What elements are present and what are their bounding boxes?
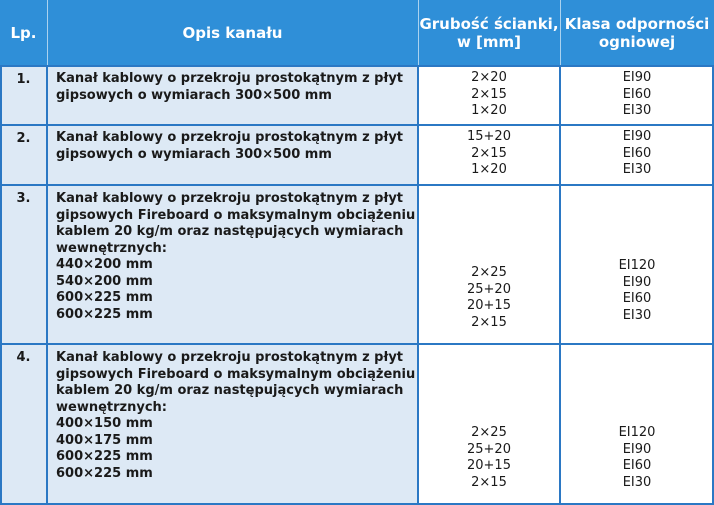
row-3-lp-text: 3. — [16, 191, 31, 206]
row-4-desc-line: Kanał kablowy o przekroju prostokątnym z płyt — [56, 350, 404, 365]
header-grubosc — [418, 0, 560, 66]
header-divider — [47, 0, 48, 66]
row-4-dimension: 600×225 mm — [56, 465, 153, 481]
row-1-klasa-value: EI30 — [622, 103, 652, 118]
header-opis-label: Opis kanału — [182, 24, 283, 42]
header-grubosc-label-2: w [mm] — [456, 33, 522, 51]
row-3-dimension: 540×200 mm — [56, 273, 153, 289]
row-4-klasa-value: EI90 — [622, 441, 652, 457]
row-3-desc-line: wewnętrznych: — [56, 240, 167, 256]
row-1-grubosc-value: 2×15 — [471, 86, 507, 102]
header-lp — [0, 0, 47, 66]
row-1-desc-line: gipsowych o wymiarach 300×500 mm — [56, 87, 332, 103]
header-klasa-label-1: Klasa odporności — [564, 15, 710, 33]
header-lp-label: Lp. — [10, 24, 37, 42]
column-border — [417, 66, 419, 505]
row-1-grubosc — [418, 66, 560, 125]
row-3-klasa — [560, 185, 714, 344]
row-1-klasa — [560, 66, 714, 125]
row-2-lp — [0, 125, 47, 185]
row-1-grubosc-value: 1×20 — [471, 103, 507, 118]
row-1-desc — [47, 66, 418, 125]
row-4-grubosc-value: 20+15 — [467, 458, 511, 473]
row-2-desc-line: Kanał kablowy o przekroju prostokątnym z płyt — [56, 130, 404, 145]
row-2-grubosc-value: 2×15 — [471, 145, 507, 161]
row-2-desc-line: gipsowych o wymiarach 300×500 mm — [56, 146, 332, 162]
row-3-desc-line: gipsowych Fireboard o maksymalnym obciążeniu — [56, 207, 416, 223]
row-4-dimension: 400×175 mm — [56, 432, 153, 448]
row-4-klasa — [560, 344, 714, 503]
row-4-klasa-value: EI30 — [622, 474, 652, 490]
row-4-desc-line: kablem 20 kg/m oraz następujących wymiarach — [56, 383, 404, 398]
row-2-desc — [47, 125, 418, 185]
row-1-klasa-value: EI90 — [622, 70, 652, 85]
row-4-grubosc-value: 2×15 — [471, 474, 507, 490]
row-4-lp-text: 4. — [16, 350, 31, 365]
row-border — [0, 124, 714, 126]
row-4-dimension: 600×225 mm — [56, 449, 153, 464]
header-klasa-label-2: ogniowej — [598, 33, 676, 51]
row-3-lp — [0, 185, 47, 344]
row-1-lp — [0, 66, 47, 125]
row-4-grubosc-value: 25+20 — [467, 441, 511, 457]
row-1-desc-line: Kanał kablowy o przekroju prostokątnym z płyt — [56, 71, 404, 86]
row-2-grubosc — [418, 125, 560, 185]
row-2-grubosc-value: 15+20 — [467, 129, 511, 144]
row-4-grubosc — [418, 344, 560, 503]
row-4-grubosc-value: 2×25 — [471, 425, 507, 440]
row-3-grubosc-value: 20+15 — [467, 298, 511, 313]
row-1-lp-text: 1. — [16, 72, 31, 87]
row-4-lp — [0, 344, 47, 503]
row-3-desc-line: Kanał kablowy o przekroju prostokątnym z płyt — [56, 191, 404, 206]
row-2-grubosc-value: 1×20 — [471, 162, 507, 177]
row-3-dimension: 600×225 mm — [56, 290, 153, 305]
row-4-desc — [47, 344, 418, 503]
row-3-grubosc — [418, 185, 560, 344]
row-3-grubosc-value: 2×15 — [471, 314, 507, 330]
row-3-grubosc-value: 25+20 — [467, 281, 511, 297]
row-2-klasa-value: EI30 — [622, 162, 652, 177]
row-3-desc — [47, 185, 418, 344]
row-1-klasa-value: EI60 — [622, 86, 652, 102]
row-3-klasa-value: EI60 — [622, 291, 652, 306]
row-4-desc-line: gipsowych Fireboard o maksymalnym obciążeniu — [56, 366, 416, 382]
header-divider — [418, 0, 419, 66]
row-2-klasa-value: EI90 — [622, 129, 652, 144]
row-1-grubosc-value: 2×20 — [471, 70, 507, 85]
header-divider — [560, 0, 561, 66]
row-4-klasa-value: EI60 — [622, 458, 652, 473]
header-klasa — [560, 0, 714, 66]
row-border — [0, 65, 714, 67]
header-grubosc-label-1: Grubość ścianki, — [419, 15, 559, 33]
row-3-desc-line: kablem 20 kg/m oraz następujących wymiarach — [56, 224, 404, 239]
row-4-desc-line: wewnętrznych: — [56, 399, 167, 415]
row-3-dimension: 440×200 mm — [56, 257, 153, 272]
row-2-klasa — [560, 125, 714, 185]
row-2-lp-text: 2. — [16, 131, 31, 146]
row-3-dimension: 600×225 mm — [56, 306, 153, 322]
row-border — [0, 184, 714, 186]
row-4-dimension: 400×150 mm — [56, 416, 153, 431]
row-3-klasa-value: EI90 — [622, 274, 652, 290]
column-border — [0, 66, 2, 505]
row-2-klasa-value: EI60 — [622, 145, 652, 161]
row-3-grubosc-value: 2×25 — [471, 265, 507, 280]
row-3-klasa-value: EI30 — [622, 307, 652, 323]
row-4-klasa-value: EI120 — [618, 425, 656, 440]
header-opis — [47, 0, 418, 66]
column-border — [559, 66, 561, 505]
column-border — [46, 66, 48, 505]
row-border — [0, 343, 714, 345]
row-3-klasa-value: EI120 — [618, 258, 656, 273]
